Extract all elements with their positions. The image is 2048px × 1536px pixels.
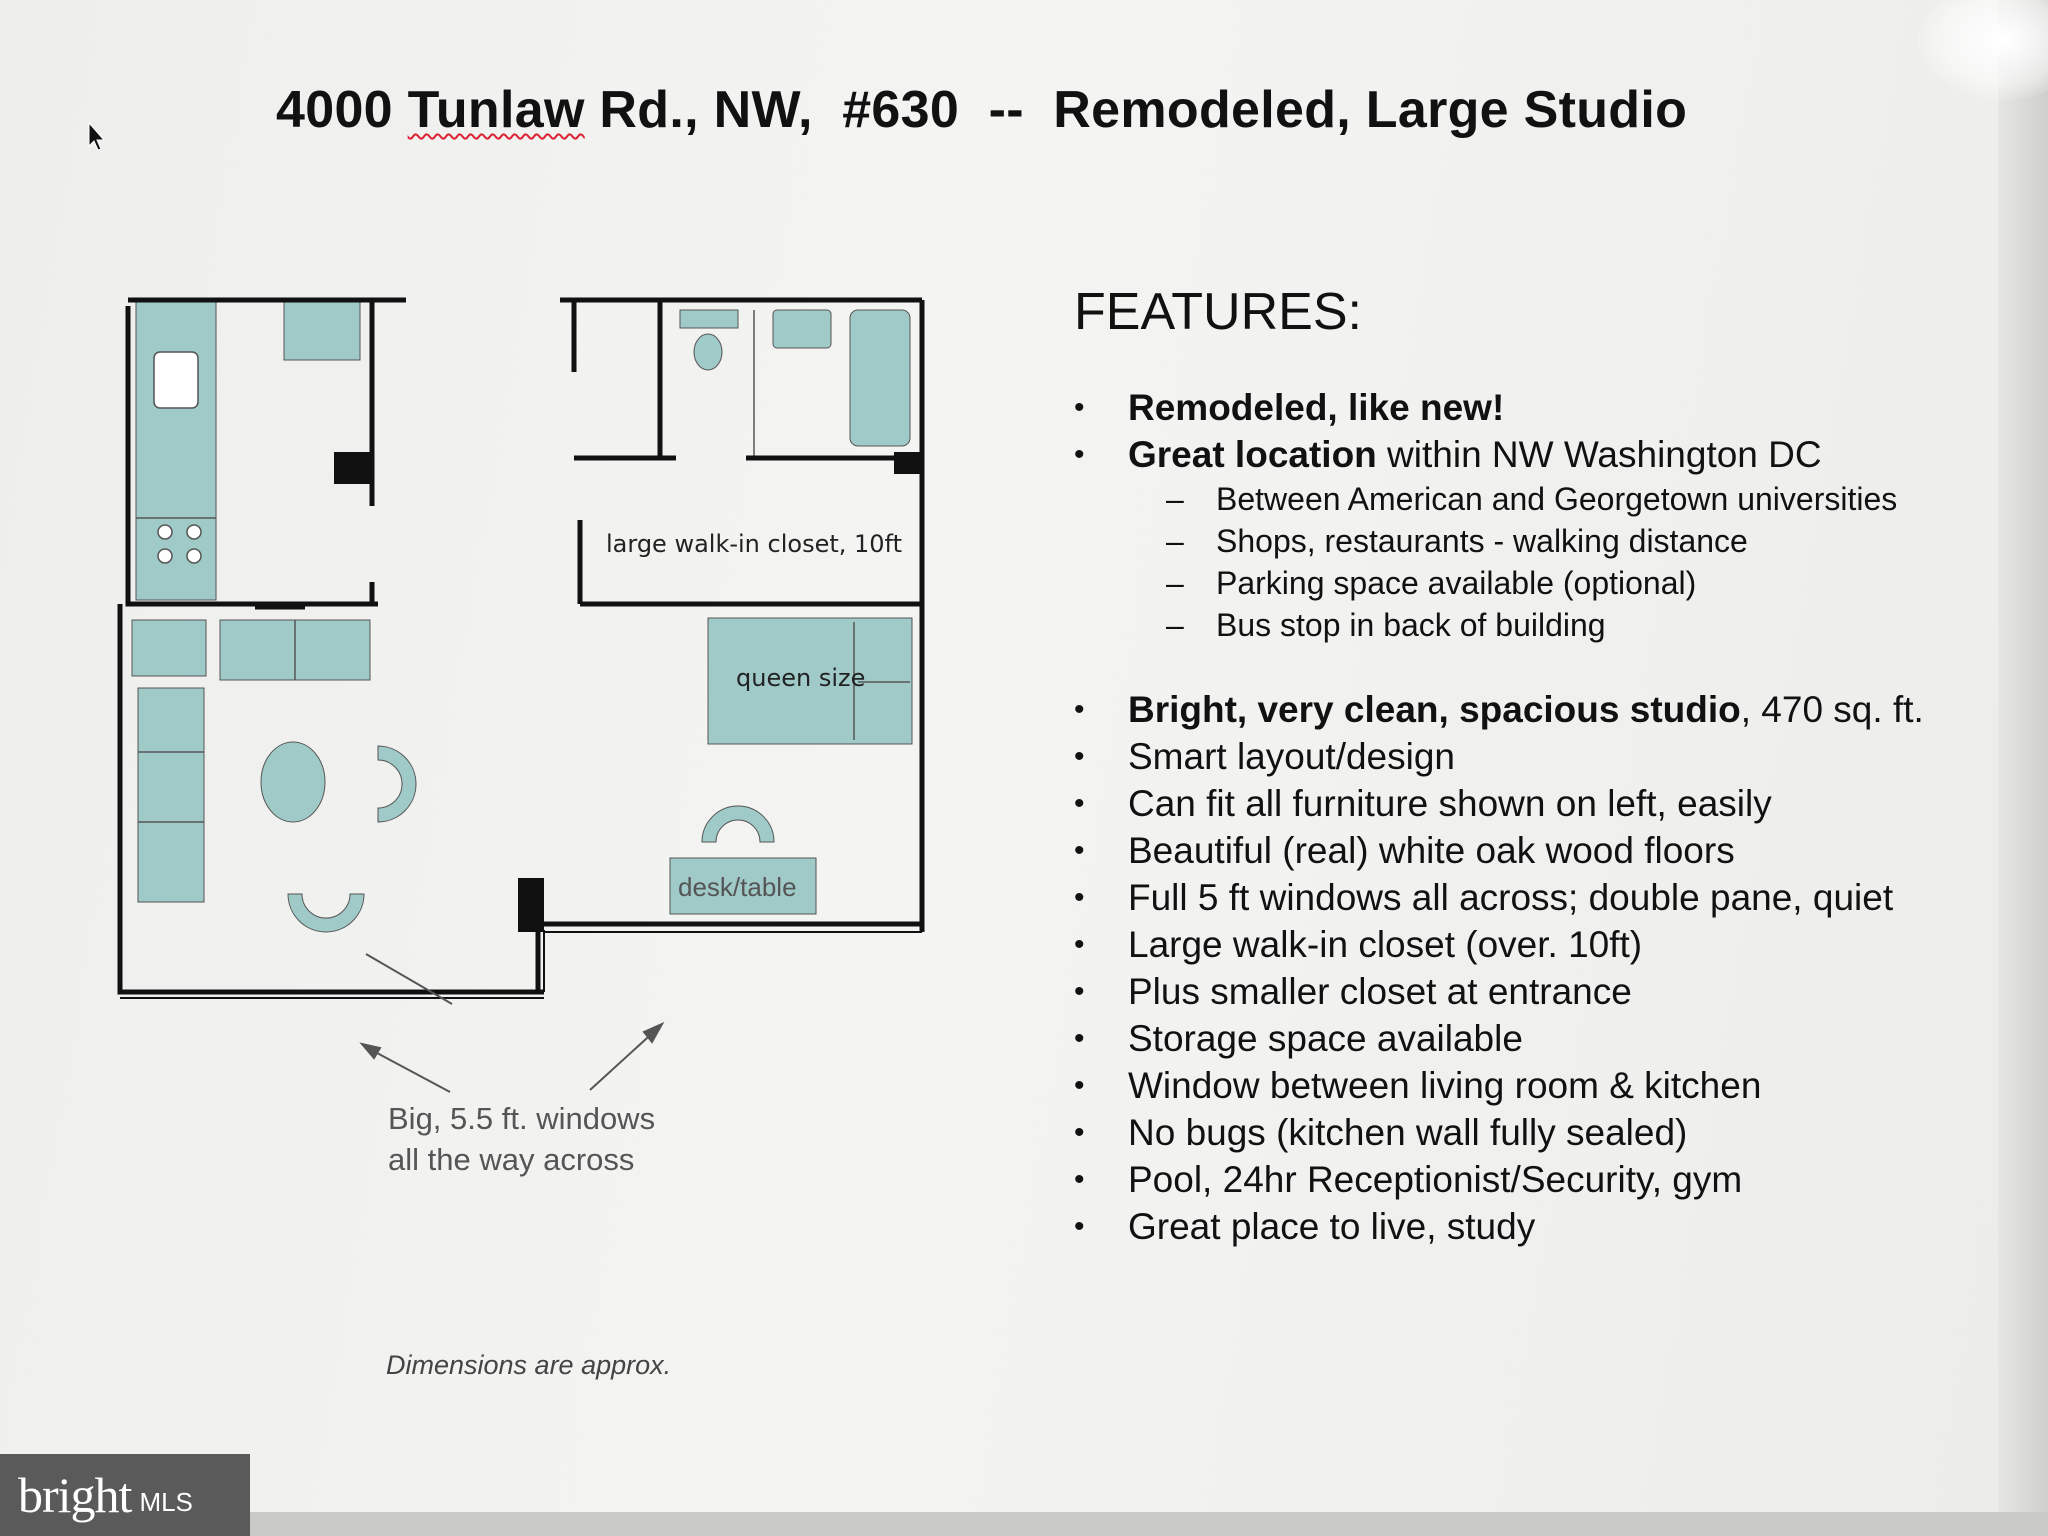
list-item: • Plus smaller closet at entrance bbox=[1070, 968, 2010, 1015]
list-item: • Full 5 ft windows all across; double pane, quiet bbox=[1070, 874, 2010, 921]
bathtub bbox=[850, 310, 910, 446]
window-arrows bbox=[350, 1018, 670, 1098]
sub-list-item: – Between American and Georgetown universities bbox=[1070, 478, 2010, 520]
kitchen-column bbox=[334, 452, 374, 484]
features-list bbox=[1070, 384, 2010, 478]
bathroom-sink bbox=[680, 310, 738, 328]
list-item: • Smart layout/design bbox=[1070, 733, 2010, 780]
list-item: • Bright, very clean, spacious studio, 470 sq. ft. bbox=[1070, 686, 2010, 733]
features-list-main bbox=[1070, 686, 2010, 1250]
window-arrow-left bbox=[366, 954, 452, 1004]
list-item: • Beautiful (real) white oak wood floors bbox=[1070, 827, 2010, 874]
kitchen-cabinet bbox=[284, 302, 360, 360]
page-title: 4000 Tunlaw Rd., NW, #630 -- Remodeled, Large Studio bbox=[276, 81, 1688, 139]
entry-column bbox=[518, 878, 544, 932]
list-item: • Pool, 24hr Receptionist/Security, gym bbox=[1070, 1156, 2010, 1203]
closet-label: large walk-in closet, 10ft bbox=[606, 530, 902, 558]
dining-table bbox=[261, 742, 325, 822]
list-item: • Large walk-in closet (over. 10ft) bbox=[1070, 921, 2010, 968]
spellcheck-word: Tunlaw bbox=[407, 81, 585, 139]
list-item: • No bugs (kitchen wall fully sealed) bbox=[1070, 1109, 2010, 1156]
sub-list-item: – Parking space available (optional) bbox=[1070, 562, 2010, 604]
desk-label: desk/table bbox=[678, 872, 797, 902]
bed-label: queen size bbox=[736, 664, 866, 692]
toilet bbox=[694, 334, 722, 370]
list-item: • Can fit all furniture shown on left, easily bbox=[1070, 780, 2010, 827]
sub-list-item: – Shops, restaurants - walking distance bbox=[1070, 520, 2010, 562]
dimensions-note: Dimensions are approx. bbox=[386, 1350, 672, 1380]
location-details bbox=[1070, 478, 2010, 646]
chair-right bbox=[378, 746, 416, 822]
coffee-table bbox=[132, 620, 206, 676]
list-item: • Great place to live, study bbox=[1070, 1203, 2010, 1250]
sub-list-item: – Bus stop in back of building bbox=[1070, 604, 2010, 646]
window-note: Big, 5.5 ft. windows all the way across bbox=[388, 1101, 656, 1177]
kitchen-counter bbox=[136, 302, 216, 600]
features-heading: FEATURES: bbox=[1074, 283, 1362, 341]
desk-chair bbox=[702, 806, 774, 842]
list-item: • Storage space available bbox=[1070, 1015, 2010, 1062]
bath-column bbox=[894, 452, 920, 474]
sink-basin bbox=[154, 352, 198, 408]
screen-bottom-edge bbox=[0, 1512, 2048, 1536]
screen-glare bbox=[1918, 0, 2048, 100]
floor-plan bbox=[110, 282, 930, 1012]
list-item: • Window between living room & kitchen bbox=[1070, 1062, 2010, 1109]
chair-bottom bbox=[288, 894, 364, 932]
mouse-pointer-icon bbox=[88, 122, 106, 152]
list-item: • Great location within NW Washington DC bbox=[1070, 431, 2010, 478]
features-panel bbox=[1070, 282, 2010, 1250]
vanity bbox=[773, 310, 831, 348]
sofa bbox=[138, 688, 204, 902]
list-item: • Remodeled, like new! bbox=[1070, 384, 2010, 431]
bright-mls-logo: bright MLS bbox=[0, 1454, 250, 1536]
